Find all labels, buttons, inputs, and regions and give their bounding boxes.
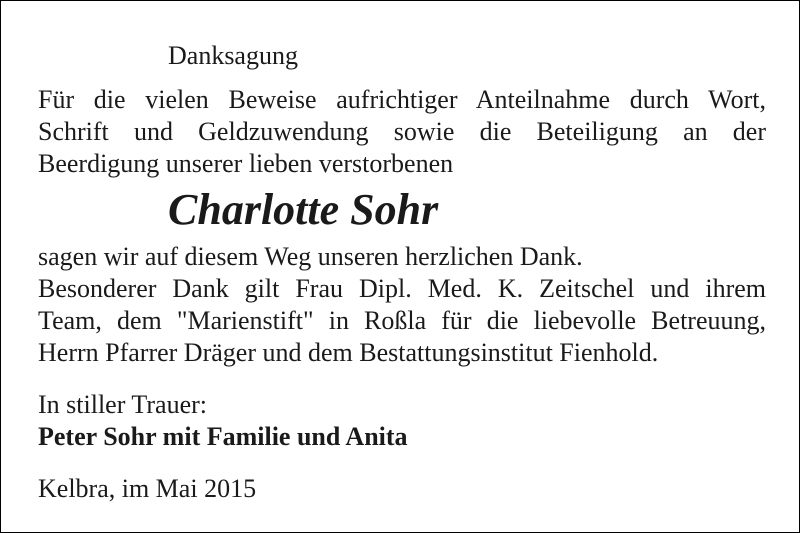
place-date: Kelbra, im Mai 2015 <box>38 474 257 503</box>
signatories: Peter Sohr mit Familie und Anita <box>38 422 408 451</box>
deceased-name: Charlotte Sohr <box>168 185 439 234</box>
mourning-label: In stiller Trauer: <box>38 390 207 419</box>
special-thanks-line: Herrn Pfarrer Dräger und dem Bestattungsinstitut Fienhold. <box>38 338 659 367</box>
special-thanks-line: Besonderer Dank gilt Frau Dipl. Med. K. Zeitschel und ihrem <box>38 274 766 303</box>
intro-line: Für die vielen Beweise aufrichtiger Anteilnahme durch Wort, <box>38 85 766 114</box>
notice-heading: Danksagung <box>168 41 298 70</box>
special-thanks-line: Team, dem "Marienstift" in Roßla für die liebevolle Betreuung, <box>38 306 766 335</box>
intro-line: Schrift und Geldzuwendung sowie die Beteiligung an der <box>38 117 766 146</box>
thanks-line: sagen wir auf diesem Weg unseren herzlichen Dank. <box>38 242 583 271</box>
intro-line: Beerdigung unserer lieben verstorbenen <box>38 149 454 178</box>
